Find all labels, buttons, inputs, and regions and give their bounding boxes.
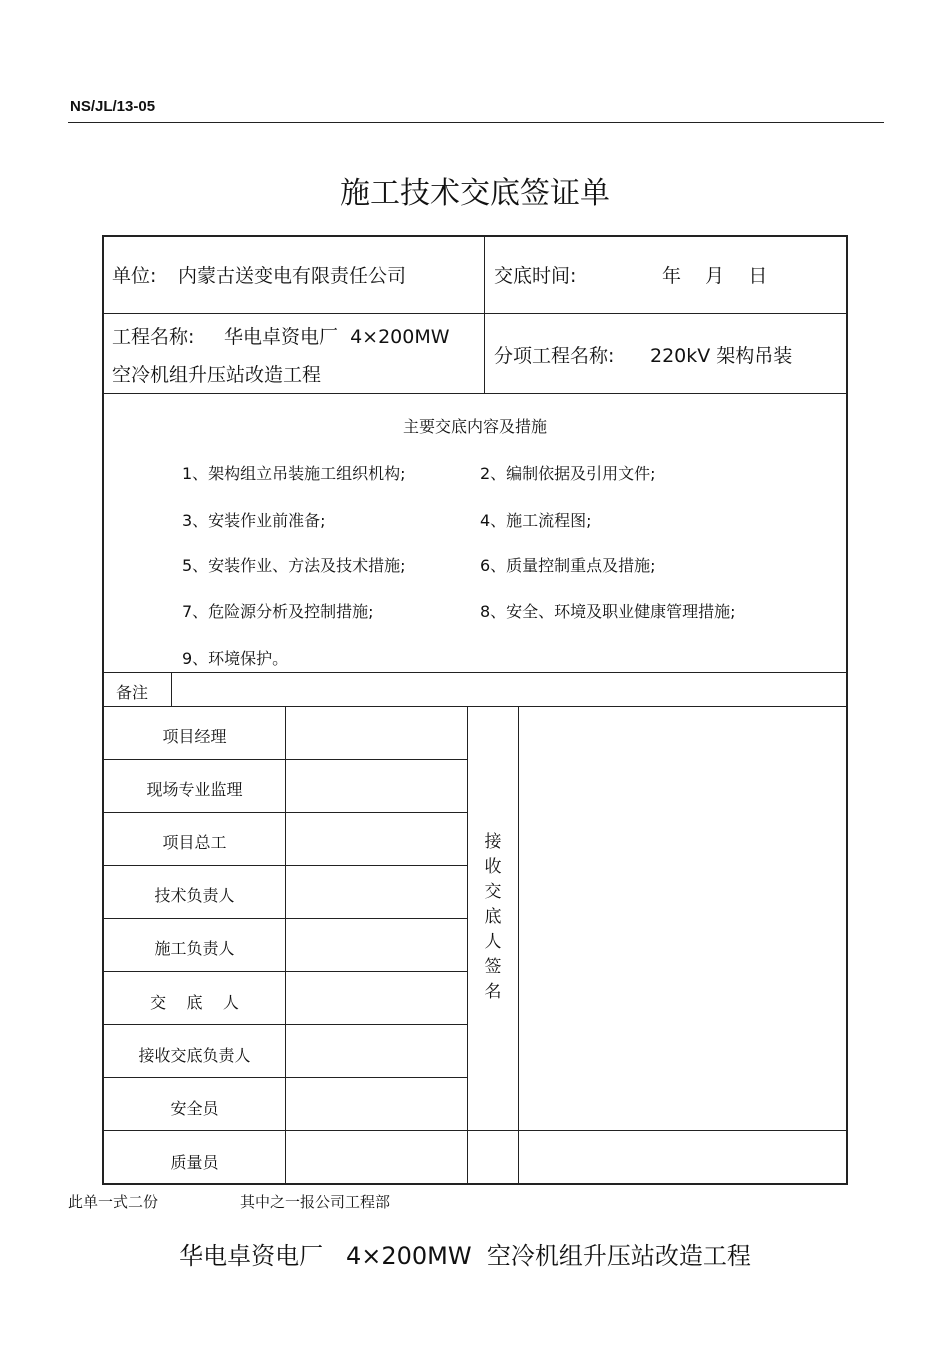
content-item-9: 9、环境保护。 <box>182 649 289 668</box>
receiver-label-char: 人 <box>484 932 502 952</box>
signature-field-safety-officer[interactable] <box>286 1078 467 1130</box>
project-value-line1: 华电卓资电厂 4×200MW <box>224 326 450 348</box>
role-label: 技术负责人 <box>154 886 235 905</box>
time-value: 年 月 日 <box>662 265 768 287</box>
remarks-label: 备注 <box>116 683 149 702</box>
receiver-label-char: 收 <box>484 857 502 877</box>
receiver-label-char: 名 <box>484 982 502 1002</box>
receiver-label-char: 交 <box>484 882 502 902</box>
role-label: 交 底 人 <box>150 993 239 1012</box>
receiver-signature-extra-field[interactable] <box>519 1131 846 1183</box>
signature-field-receiver-lead[interactable] <box>286 1025 467 1077</box>
signature-field-chief-engineer[interactable] <box>286 813 467 865</box>
page-title: 施工技术交底签证单 <box>340 176 610 211</box>
content-item-4: 4、施工流程图; <box>480 511 592 530</box>
subproject-label: 分项工程名称: <box>494 345 615 367</box>
time-label: 交底时间: <box>494 265 577 287</box>
signature-field-project-manager[interactable] <box>286 707 467 759</box>
unit-label: 单位: <box>112 265 157 287</box>
distribution-note: 其中之一报公司工程部 <box>240 1193 391 1211</box>
receiver-signature-label <box>468 830 518 1005</box>
receiver-label-char: 签 <box>484 957 502 977</box>
receiver-label-char: 底 <box>484 907 502 927</box>
role-label: 项目经理 <box>162 727 227 746</box>
footer-project-name: 华电卓资电厂 4×200MW 空冷机组升压站改造工程 <box>179 1242 751 1270</box>
role-label: 安全员 <box>170 1099 219 1118</box>
content-heading: 主要交底内容及措施 <box>402 417 547 436</box>
column-divider <box>484 236 485 393</box>
receiver-signature-area[interactable] <box>519 707 846 1130</box>
unit-value: 内蒙古送变电有限责任公司 <box>178 265 407 287</box>
subproject-value: 220kV 架构吊装 <box>650 345 793 367</box>
content-item-7: 7、危险源分析及控制措施; <box>182 602 374 621</box>
document-code: NS/JL/13-05 <box>70 98 156 115</box>
content-item-3: 3、安装作业前准备; <box>182 511 326 530</box>
row-divider <box>103 393 847 394</box>
content-item-2: 2、编制依据及引用文件; <box>480 464 656 483</box>
role-label: 现场专业监理 <box>146 780 243 799</box>
project-label: 工程名称: <box>112 326 195 348</box>
signature-field-site-supervisor[interactable] <box>286 760 467 812</box>
project-value-line2: 空冷机组升压站改造工程 <box>112 364 322 386</box>
signature-field-briefer[interactable] <box>286 972 467 1024</box>
content-item-6: 6、质量控制重点及措施; <box>480 556 656 575</box>
signature-field-quality-officer[interactable] <box>286 1131 467 1183</box>
header-rule <box>68 122 884 123</box>
content-item-8: 8、安全、环境及职业健康管理措施; <box>480 602 736 621</box>
role-label: 施工负责人 <box>154 939 235 958</box>
remarks-field[interactable] <box>172 673 847 706</box>
signature-field-technical-lead[interactable] <box>286 866 467 918</box>
content-item-1: 1、架构组立吊装施工组织机构; <box>182 464 406 483</box>
row-divider <box>103 313 847 314</box>
copies-note: 此单一式二份 <box>68 1193 159 1211</box>
role-label: 质量员 <box>170 1153 219 1172</box>
signature-field-construction-lead[interactable] <box>286 919 467 971</box>
role-label: 接收交底负责人 <box>138 1046 251 1065</box>
receiver-label-char: 接 <box>484 832 502 852</box>
role-label: 项目总工 <box>162 833 227 852</box>
content-item-5: 5、安装作业、方法及技术措施; <box>182 556 406 575</box>
